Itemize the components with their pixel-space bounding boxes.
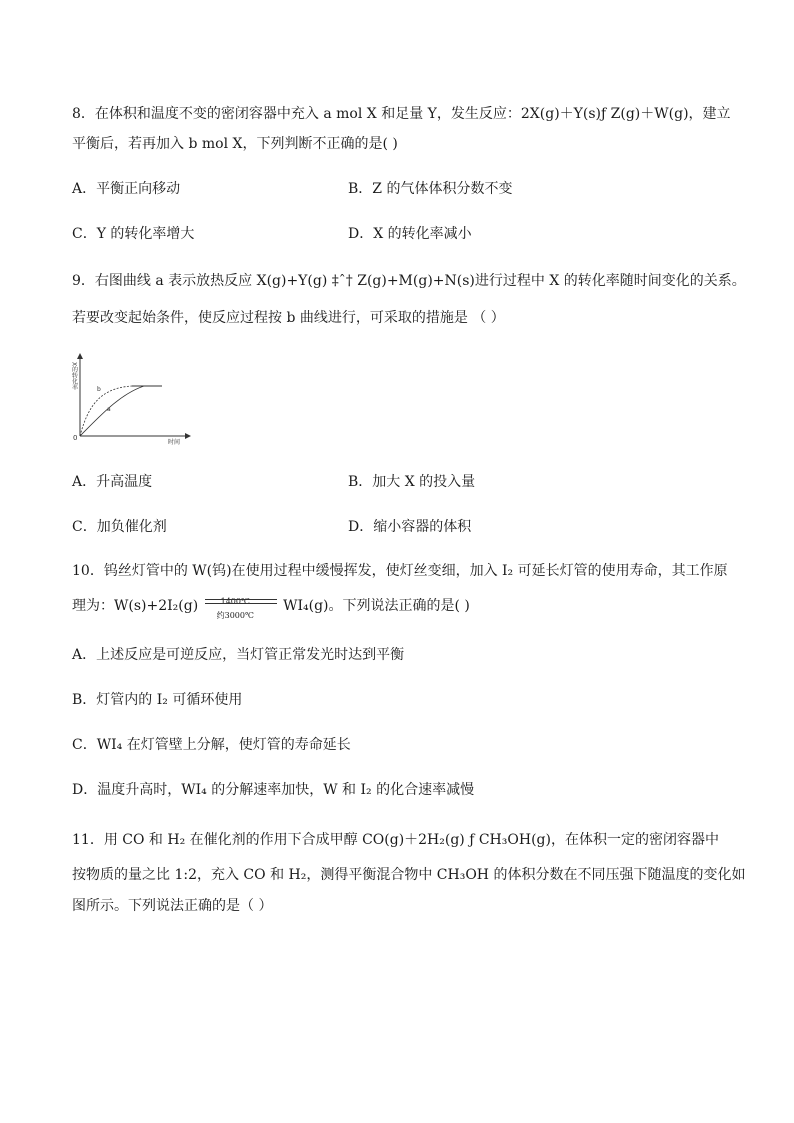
q9-option-b: B．加大 X 的投入量 bbox=[348, 474, 476, 490]
q9-option-c: C．加负催化剂 bbox=[72, 519, 167, 535]
q10-option-c: C．WI₄ 在灯管壁上分解，使灯管的寿命延长 bbox=[72, 737, 351, 753]
x-axis-label: 时间 bbox=[168, 439, 181, 446]
q8-option-c: C．Y 的转化率增大 bbox=[72, 226, 195, 242]
q9-option-a: A．升高温度 bbox=[72, 474, 153, 490]
q10-stem-line2 bbox=[72, 596, 470, 620]
q11-stem-line2: 按物质的量之比 1:2，充入 CO 和 H₂，测得平衡混合物中 CH₃OH 的体积分数在不同压强下随温度的变化如 bbox=[72, 867, 746, 883]
q10-option-d: D．温度升高时，WI₄ 的分解速率加快，W 和 I₂ 的化合速率减慢 bbox=[72, 782, 475, 798]
q11-stem-line1: 11．用 CO 和 H₂ 在催化剂的作用下合成甲醇 CO(g)＋2H₂(g) ƒ CH₃OH(g)，在体积一定的密闭容器中 bbox=[72, 832, 719, 848]
y-axis-label: X的转化率 bbox=[70, 362, 78, 391]
q8-option-a: A．平衡正向移动 bbox=[72, 181, 181, 197]
curve-a-label: a bbox=[107, 406, 111, 413]
q8-stem-line1: 8．在体积和温度不变的密闭容器中充入 a mol X 和足量 Y，发生反应：2X(g)＋Y(s)ƒ Z(g)＋W(g)，建立 bbox=[72, 106, 731, 122]
curve-b bbox=[80, 386, 162, 436]
q9-option-d: D．缩小容器的体积 bbox=[348, 519, 472, 535]
q10-cond-top: 1400℃ bbox=[220, 597, 250, 606]
q8-option-b: B．Z 的气体体积分数不变 bbox=[348, 181, 513, 197]
origin-label: 0 bbox=[73, 434, 78, 442]
q9-stem-line1: 9．右图曲线 a 表示放热反应 X(g)+Y(g) ‡ˆ† Z(g)+M(g)+N(s)进行过程中 X 的转化率随时间变化的关系。 bbox=[72, 273, 746, 289]
q10-equation-right: WI₄(g)。下列说法正确的是( ) bbox=[283, 598, 470, 614]
q10-option-b: B．灯管内的 I₂ 可循环使用 bbox=[72, 692, 243, 708]
q10-stem-line1: 10．钨丝灯管中的 W(钨)在使用过程中缓慢挥发，使灯丝变细，加入 I₂ 可延长灯管的使用寿命，其工作原 bbox=[72, 563, 728, 579]
q9-conversion-graph bbox=[60, 346, 200, 446]
q8-option-d: D．X 的转化率减小 bbox=[348, 226, 472, 242]
q10-reversible-arrow bbox=[203, 596, 279, 620]
q8-stem-line2: 平衡后，若再加入 b mol X，下列判断不正确的是( ) bbox=[72, 136, 398, 152]
q10-option-a: A．上述反应是可逆反应，当灯管正常发光时达到平衡 bbox=[72, 647, 405, 663]
q11-stem-line3: 图所示。下列说法正确的是（ ） bbox=[72, 898, 273, 914]
q10-equation-left: 理为：W(s)+2I₂(g) bbox=[72, 598, 199, 614]
q10-cond-bottom: 约3000℃ bbox=[216, 611, 254, 620]
q9-stem-line2: 若要改变起始条件，使反应过程按 b 曲线进行，可采取的措施是 （ ） bbox=[72, 310, 505, 326]
curve-a bbox=[80, 386, 162, 436]
curve-b-label: b bbox=[97, 386, 101, 393]
